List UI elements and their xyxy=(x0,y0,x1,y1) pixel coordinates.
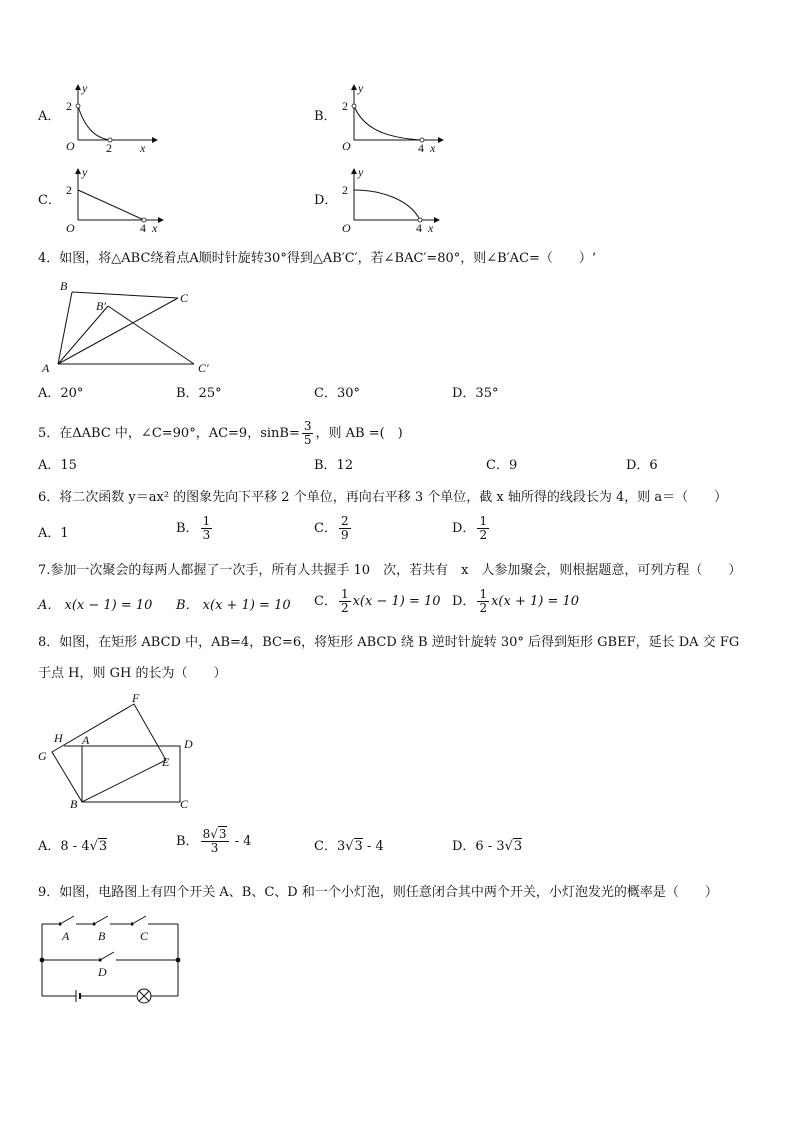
graph-a-x-tick: 2 xyxy=(106,141,112,152)
q4-option-a[interactable]: A．20° xyxy=(38,386,84,401)
q4-option-b[interactable]: B．25° xyxy=(176,386,222,401)
graph-b-y-axis-label: y xyxy=(358,82,364,95)
graph-d-origin: O xyxy=(342,221,351,235)
q7-option-b[interactable]: B． x(x + 1) = 10 xyxy=(176,598,291,613)
q6-option-d[interactable]: D． $\frac{1}{2}$ xyxy=(452,514,488,542)
q5-option-d[interactable]: D．6 xyxy=(626,458,658,473)
graph-c-y-axis-label: y xyxy=(82,166,88,179)
q5-frac-den: 5 xyxy=(303,433,312,447)
q8-figure xyxy=(34,690,204,816)
graph-a-y-tick: 2 xyxy=(66,99,72,113)
q4-option-d[interactable]: D．35° xyxy=(452,386,499,401)
q6-option-a[interactable]: A．1 xyxy=(38,526,69,541)
q8-label-f: F xyxy=(132,691,140,705)
q7-option-d[interactable]: D． $\frac{1}{2}$ x(x + 1) = 10 xyxy=(452,587,580,615)
graph-option-c-label: C． xyxy=(38,193,61,208)
q8-label-h: H xyxy=(54,731,63,745)
q4-figure xyxy=(38,276,228,376)
lamp-icon xyxy=(137,989,151,1003)
q9-switch-c-label: C xyxy=(140,929,149,943)
q8-label-e: E xyxy=(162,755,170,769)
q4-label-bp: B′ xyxy=(96,299,106,313)
graph-d-x-tick: 4 xyxy=(416,221,422,235)
q8-option-b[interactable]: B． $\frac{8√3}{3}$ - 4 xyxy=(176,827,252,855)
q8-option-a[interactable]: A．8 - 4√3 xyxy=(38,839,108,854)
graph-b xyxy=(338,82,448,152)
q5-option-a[interactable]: A．15 xyxy=(38,458,77,473)
q4-label-a: A xyxy=(42,361,50,375)
q9-text: 9．如图，电路图上有四个开关 A、B、C、D 和一个小灯泡，则任意闭合其中两个开关，小灯泡发光的概率是（ ） xyxy=(38,885,718,900)
q5-option-c[interactable]: C．9 xyxy=(486,458,518,473)
graph-a-origin: O xyxy=(66,139,75,152)
graph-option-d-label: D． xyxy=(314,193,338,208)
graph-c-x-tick: 4 xyxy=(140,221,146,235)
graph-a-x-axis-label: x xyxy=(140,141,146,152)
q4-text: 4．如图，将△ABC绕着点A顺时针旋转30°得到△AB′C′，若∠BAC′=80°，则∠B′AC=（ ）‘ xyxy=(38,251,597,266)
graph-a xyxy=(62,82,162,152)
graph-c-origin: O xyxy=(66,221,75,235)
q7-text: 7.参加一次聚会的每两人都握了一次手，所有人共握手 10 次，若共有 x 人参加聚会，则根据题意，可列方程（ ） xyxy=(38,563,742,578)
q4-label-c: C xyxy=(180,291,189,305)
q6-text: 6．将二次函数 y＝ax² 的图象先向下平移 2 个单位，再向右平移 3 个单位，截 x 轴所得的线段长为 4，则 a＝（ ） xyxy=(38,490,728,505)
q6-option-b[interactable]: B． $\frac{1}{3}$ xyxy=(176,514,211,542)
q8-label-g: G xyxy=(38,749,47,763)
q8-line2: 于点 H，则 GH 的长为（ ） xyxy=(38,666,227,681)
q8-option-c[interactable]: C．3√3 - 4 xyxy=(314,839,384,854)
graph-c-y-tick: 2 xyxy=(66,183,72,197)
graph-b-y-tick: 2 xyxy=(342,99,348,113)
q5-frac-num: 3 xyxy=(303,419,312,433)
graph-b-x-tick: 4 xyxy=(418,141,424,152)
q5-text: 5．在ΔABC 中，∠C=90°，AC=9，sinB= $\frac{3}{5}$ ，则 AB =( ) xyxy=(38,419,403,447)
q8-label-a: A xyxy=(82,733,90,747)
q8-line1: 8．如图，在矩形 ABCD 中，AB=4，BC=6，将矩形 ABCD 绕 B 逆时针旋转 30° 后得到矩形 GBEF，延长 DA 交 FG xyxy=(38,635,740,650)
graph-d-y-tick: 2 xyxy=(342,183,348,197)
q9-switch-d-label: D xyxy=(98,965,107,979)
q4-label-cp: C′ xyxy=(198,361,209,375)
q6-option-c[interactable]: C． $\frac{2}{9}$ xyxy=(314,514,349,542)
graph-c xyxy=(62,166,172,236)
q9-circuit-figure xyxy=(34,908,194,1004)
q8-label-d: D xyxy=(184,737,193,751)
graph-a-y-axis-label: y xyxy=(82,82,88,95)
q8-label-b: B xyxy=(70,797,78,811)
graph-option-b-label: B． xyxy=(314,109,337,124)
graph-d xyxy=(338,166,448,236)
graph-option-a-label: A． xyxy=(38,109,61,124)
graph-b-origin: O xyxy=(342,139,351,152)
graph-c-x-axis-label: x xyxy=(152,221,158,235)
graph-d-x-axis-label: x xyxy=(428,221,434,235)
q8-label-c: C xyxy=(180,797,189,811)
graph-d-y-axis-label: y xyxy=(358,166,364,179)
q9-switch-a-label: A xyxy=(62,929,70,943)
q7-option-c[interactable]: C． $\frac{1}{2}$ x(x − 1) = 10 xyxy=(314,587,441,615)
q4-option-c[interactable]: C．30° xyxy=(314,386,360,401)
q4-label-b: B xyxy=(60,279,68,293)
graph-b-x-axis-label: x xyxy=(430,141,436,152)
q9-switch-b-label: B xyxy=(98,929,106,943)
q8-option-d[interactable]: D．6 - 3√3 xyxy=(452,839,523,854)
q5-option-b[interactable]: B．12 xyxy=(314,458,354,473)
q7-option-a[interactable]: A． x(x − 1) = 10 xyxy=(38,598,153,613)
